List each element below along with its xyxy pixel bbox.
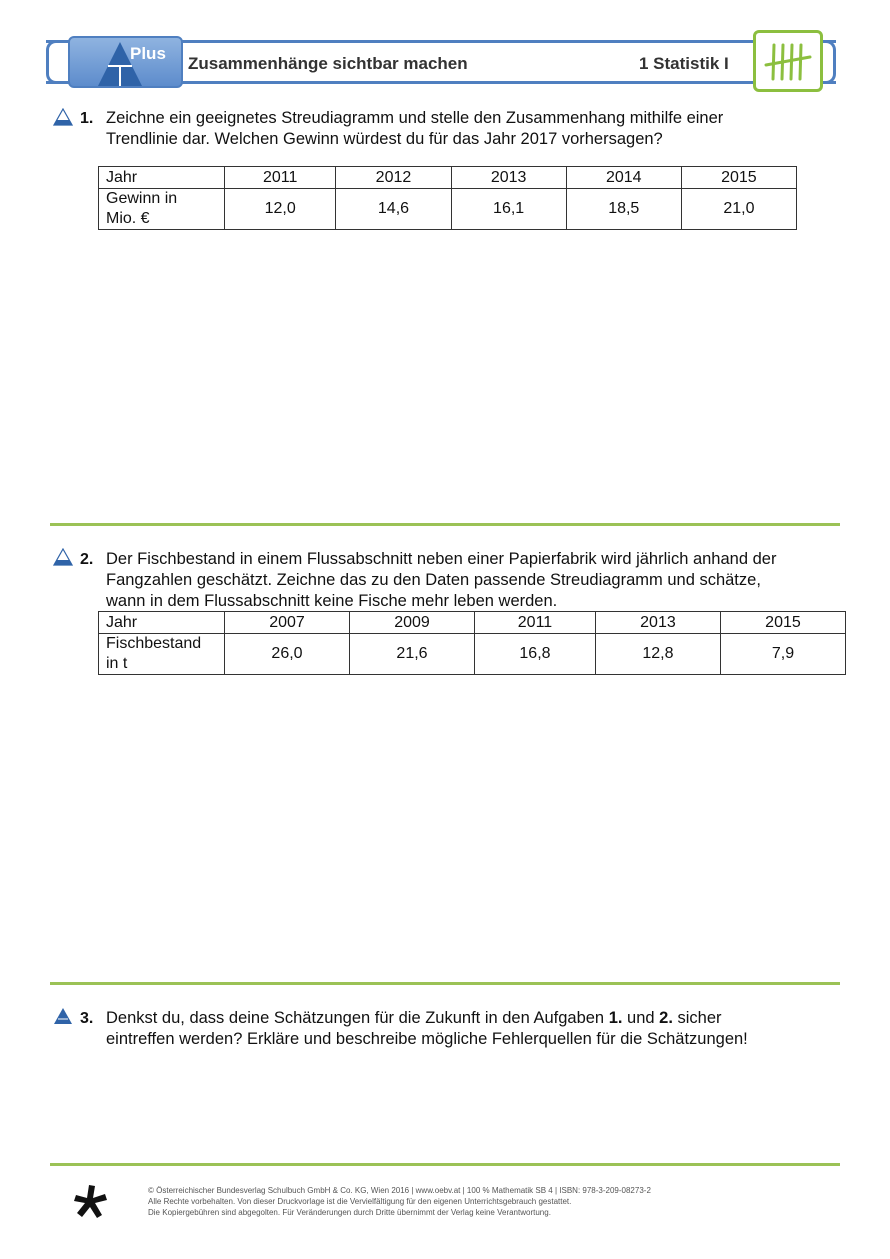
table-cell: 16,1 — [451, 189, 566, 230]
tally-icon — [753, 30, 823, 92]
task-2-text — [106, 549, 776, 612]
table-cell: 7,9 — [720, 634, 845, 675]
task-2-table — [98, 611, 846, 675]
difficulty-pyramid-icon — [53, 108, 73, 126]
task-3-number: 3. — [80, 1010, 94, 1027]
table-header-cell — [99, 189, 225, 230]
task-1-line: Zeichne ein geeignetes Streudiagramm und stelle den Zusammenhang mithilfe einer — [106, 109, 724, 127]
header-right-cap — [822, 40, 836, 84]
task-ref: 2. — [659, 1009, 673, 1027]
task-2-line: Fangzahlen geschätzt. Zeichne das zu den Daten passende Streudiagramm und schätze, — [106, 571, 761, 589]
chapter-label: 1 Statistik I — [639, 54, 729, 73]
task-2-line: Der Fischbestand in einem Flussabschnitt neben einer Papierfabrik wird jährlich anhand der — [106, 550, 777, 568]
task-ref: 1. — [608, 1009, 623, 1027]
footer-line: © Österreichischer Bundesverlag Schulbuch GmbH & Co. KG, Wien 2016 | www.oebv.at | 100 % Mathematik SB 4 | ISBN: 978-3-209-08273-2 — [148, 1186, 651, 1195]
publisher-logo-icon — [72, 1183, 110, 1221]
table-cell: 26,0 — [225, 634, 350, 675]
row-label-line: in t — [106, 655, 128, 672]
task-3-line — [106, 1008, 748, 1029]
table-cell: 2009 — [350, 612, 475, 634]
task-1-number: 1. — [80, 110, 94, 127]
table-cell: 18,5 — [566, 189, 681, 230]
section-divider — [50, 523, 840, 526]
table-cell: 21,6 — [350, 634, 475, 675]
page-title: Zusammenhänge sichtbar machen — [188, 54, 468, 73]
section-divider — [50, 1163, 840, 1166]
table-cell: 2007 — [225, 612, 350, 634]
table-cell: 12,0 — [225, 189, 336, 230]
task-1-line: Trendlinie dar. Welchen Gewinn würdest du für das Jahr 2017 vorhersagen? — [106, 130, 663, 148]
table-cell: 2014 — [566, 167, 681, 189]
table-cell: 2011 — [225, 167, 336, 189]
table-cell: 16,8 — [475, 634, 596, 675]
table-cell: 2015 — [720, 612, 845, 634]
pyramid-icon — [70, 38, 183, 88]
task-2-number: 2. — [80, 551, 94, 568]
table-cell: 2013 — [595, 612, 720, 634]
task-3-text — [106, 1008, 748, 1050]
logo-text: Plus — [130, 44, 166, 63]
plus-logo — [68, 36, 183, 88]
task-1-table — [98, 166, 797, 230]
footer-line: Die Kopiergebühren sind abgegolten. Für Veränderungen durch Dritte übernimmt der Verlag keine Verantwortung. — [148, 1208, 551, 1217]
task-1-text — [106, 108, 723, 150]
text-run: und — [622, 1009, 660, 1027]
row-label-line: Mio. € — [106, 210, 150, 227]
table-header-cell: Jahr — [99, 612, 225, 634]
text-run: sicher — [672, 1009, 722, 1027]
table-cell: 12,8 — [595, 634, 720, 675]
table-cell: 21,0 — [681, 189, 796, 230]
copyright-notice — [148, 1185, 651, 1218]
table-cell: 2013 — [451, 167, 566, 189]
task-3-line: eintreffen werden? Erkläre und beschreibe mögliche Fehlerquellen für die Schätzungen! — [106, 1030, 748, 1048]
text-run: Denkst du, dass deine Schätzungen für die Zukunft in den Aufgaben — [106, 1009, 609, 1027]
difficulty-pyramid-icon — [53, 548, 73, 566]
table-cell: 2015 — [681, 167, 796, 189]
table-header-cell — [99, 634, 225, 675]
row-label-line: Fischbestand — [106, 635, 202, 652]
table-cell: 2011 — [475, 612, 596, 634]
table-cell: 14,6 — [336, 189, 451, 230]
table-cell: 2012 — [336, 167, 451, 189]
row-label-line: Gewinn in — [106, 190, 178, 207]
footer-line: Alle Rechte vorbehalten. Von dieser Druckvorlage ist die Vervielfältigung für den eigenen Unterrichtsgebrauch gestattet. — [148, 1197, 572, 1206]
task-2-line: wann in dem Flussabschnitt keine Fische mehr leben werden. — [106, 592, 558, 610]
table-header-cell: Jahr — [99, 167, 225, 189]
difficulty-pyramid-icon — [53, 1007, 73, 1025]
section-divider — [50, 982, 840, 985]
